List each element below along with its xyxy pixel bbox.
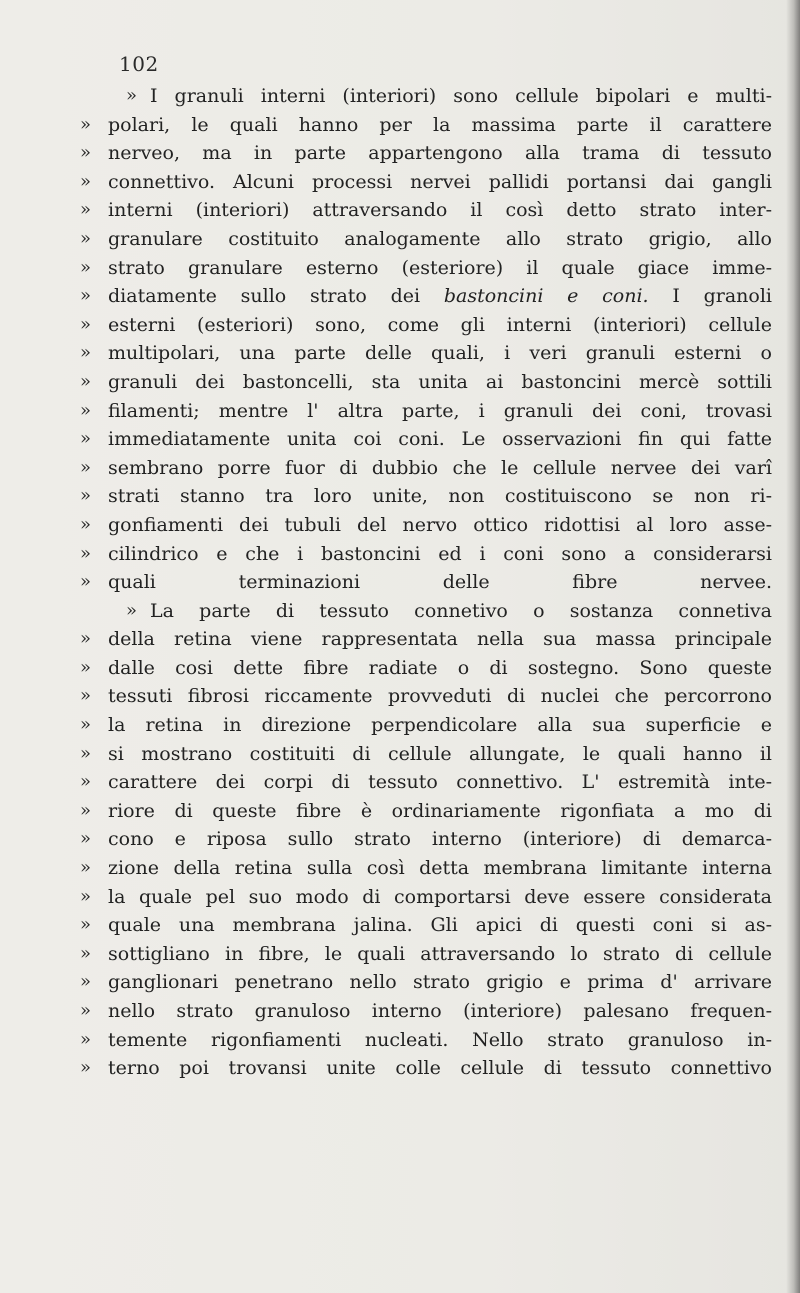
line-text: interni (interiori) attraversando il così detto strato inter- [108, 199, 772, 222]
line-text: immediatamente unita coi coni. Le osservazioni fin qui fatte [108, 428, 772, 451]
text-line [0, 111, 800, 140]
italic-term: bastoncini e coni. [443, 285, 649, 308]
line-text: granuli dei bastoncelli, sta unita ai bastoncini mercè sottili [108, 370, 772, 393]
line-text: filamenti; mentre l' altra parte, i granuli dei coni, trovasi [108, 399, 772, 422]
text-line [0, 511, 800, 540]
guillemet-mark: » [80, 542, 92, 564]
text-line [0, 368, 800, 397]
line-text: carattere dei corpi di tessuto connettivo. L' estremità inte- [108, 771, 772, 794]
guillemet-mark: » [80, 485, 92, 507]
text-line [0, 82, 800, 111]
text-line [0, 339, 800, 368]
text-line [0, 139, 800, 168]
line-text-part: I granoli [648, 285, 772, 308]
line-text: della retina viene rappresentata nella sua massa principale [108, 628, 772, 651]
text-line [0, 454, 800, 483]
line-text: sembrano porre fuor di dubbio che le cellule nervee dei varî [108, 456, 772, 479]
line-text: multipolari, una parte delle quali, i veri granuli esterni o [108, 342, 772, 365]
line-text: polari, le quali hanno per la massima parte il carattere [108, 113, 772, 136]
line-text: esterni (esteriori) sono, come gli interni (interiori) cellule [108, 313, 772, 336]
guillemet-mark: » [126, 599, 138, 621]
line-text: dalle cosi dette fibre radiate o di sostegno. Sono queste [108, 656, 772, 679]
text-line [0, 654, 800, 683]
line-text: cilindrico e che i bastoncini ed i coni sono a considerarsi [108, 542, 772, 565]
text-line [0, 825, 800, 854]
guillemet-mark: » [80, 771, 92, 793]
text-line [0, 1054, 800, 1083]
guillemet-mark: » [80, 227, 92, 249]
text-line [0, 1026, 800, 1055]
guillemet-mark: » [80, 971, 92, 993]
line-text: la retina in direzione perpendicolare alla sua superficie e [108, 714, 772, 737]
text-line [0, 968, 800, 997]
text-line [0, 997, 800, 1026]
line-text-part: diatamente sullo strato dei [108, 285, 444, 308]
text-line [0, 625, 800, 654]
guillemet-mark: » [80, 285, 92, 307]
guillemet-mark: » [80, 571, 92, 593]
text-line [0, 568, 800, 597]
text-line [0, 540, 800, 569]
line-text: strati stanno tra loro unite, non costituiscono se non ri- [108, 485, 772, 508]
guillemet-mark: » [80, 685, 92, 707]
guillemet-mark: » [80, 456, 92, 478]
text-line [0, 425, 800, 454]
guillemet-mark: » [80, 628, 92, 650]
guillemet-mark: » [80, 428, 92, 450]
line-text: ganglionari penetrano nello strato grigio e prima d' arrivare [108, 971, 772, 994]
text-line [0, 740, 800, 769]
guillemet-mark: » [80, 1028, 92, 1050]
line-text: quali terminazioni delle fibre nervee. [108, 571, 772, 594]
guillemet-mark: » [80, 342, 92, 364]
guillemet-mark: » [80, 942, 92, 964]
guillemet-mark: » [80, 914, 92, 936]
text-line [0, 225, 800, 254]
line-text: nerveo, ma in parte appartengono alla trama di tessuto [108, 142, 772, 165]
line-text: la quale pel suo modo di comportarsi deve essere considerata [108, 885, 772, 908]
line-text: La parte di tessuto connetivo o sostanza connetiva [150, 599, 772, 622]
text-line [0, 282, 800, 311]
guillemet-mark: » [80, 113, 92, 135]
guillemet-mark: » [80, 1000, 92, 1021]
line-text: zione della retina sulla così detta membrana limitante interna [108, 857, 772, 880]
line-text: terno poi trovansi unite colle cellule di tessuto connettivo [108, 1057, 772, 1080]
line-text: cono e riposa sullo strato interno (interiore) di demarca- [108, 828, 772, 851]
text-line [0, 482, 800, 511]
text-line [0, 711, 800, 740]
text-line [0, 768, 800, 797]
text-line [0, 196, 800, 225]
guillemet-mark: » [80, 714, 92, 736]
line-text: strato granulare esterno (esteriore) il quale giace imme- [108, 256, 772, 279]
page-edge-shadow [786, 0, 800, 1293]
line-text: si mostrano costituiti di cellule allungate, le quali hanno il [108, 742, 772, 765]
guillemet-mark: » [80, 199, 92, 221]
guillemet-mark: » [126, 85, 138, 106]
page-number: 102 [119, 52, 159, 76]
text-line [0, 311, 800, 340]
guillemet-mark: » [80, 1057, 92, 1079]
line-text: tessuti fibrosi riccamente provveduti di nuclei che percorrono [108, 685, 772, 708]
line-text: temente rigonfiamenti nucleati. Nello strato granuloso in- [108, 1028, 772, 1051]
line-text: granulare costituito analogamente allo strato grigio, allo [108, 227, 772, 250]
text-line [0, 168, 800, 197]
guillemet-mark: » [80, 399, 92, 421]
guillemet-mark: » [80, 828, 92, 850]
line-text [108, 282, 772, 311]
text-line [0, 397, 800, 426]
line-text: sottigliano in fibre, le quali attraversando lo strato di cellule [108, 942, 772, 965]
guillemet-mark: » [80, 170, 92, 192]
text-line [0, 254, 800, 283]
guillemet-mark: » [80, 513, 92, 535]
text-line [0, 597, 800, 626]
text-line [0, 682, 800, 711]
guillemet-mark: » [80, 799, 92, 821]
guillemet-mark: » [80, 256, 92, 278]
guillemet-mark: » [80, 142, 92, 164]
line-text: quale una membrana jalina. Gli apici di questi coni si as- [108, 914, 772, 937]
text-line [0, 854, 800, 883]
line-text: riore di queste fibre è ordinariamente rigonfiata a mo di [108, 799, 772, 822]
body-text [0, 82, 800, 1083]
line-text: gonfiamenti dei tubuli del nervo ottico ridottisi al loro asse- [108, 513, 772, 536]
text-line [0, 883, 800, 912]
line-text: I granuli interni (interiori) sono cellule bipolari e multi- [150, 85, 772, 107]
guillemet-mark: » [80, 656, 92, 678]
guillemet-mark: » [80, 370, 92, 392]
guillemet-mark: » [80, 885, 92, 907]
guillemet-mark: » [80, 313, 92, 335]
guillemet-mark: » [80, 742, 92, 764]
text-line [0, 940, 800, 969]
line-text: connettivo. Alcuni processi nervei pallidi portansi dai gangli [108, 170, 772, 193]
guillemet-mark: » [80, 857, 92, 879]
text-line [0, 911, 800, 940]
text-line [0, 797, 800, 826]
line-text: nello strato granuloso interno (interiore) palesano frequen- [108, 1000, 772, 1022]
